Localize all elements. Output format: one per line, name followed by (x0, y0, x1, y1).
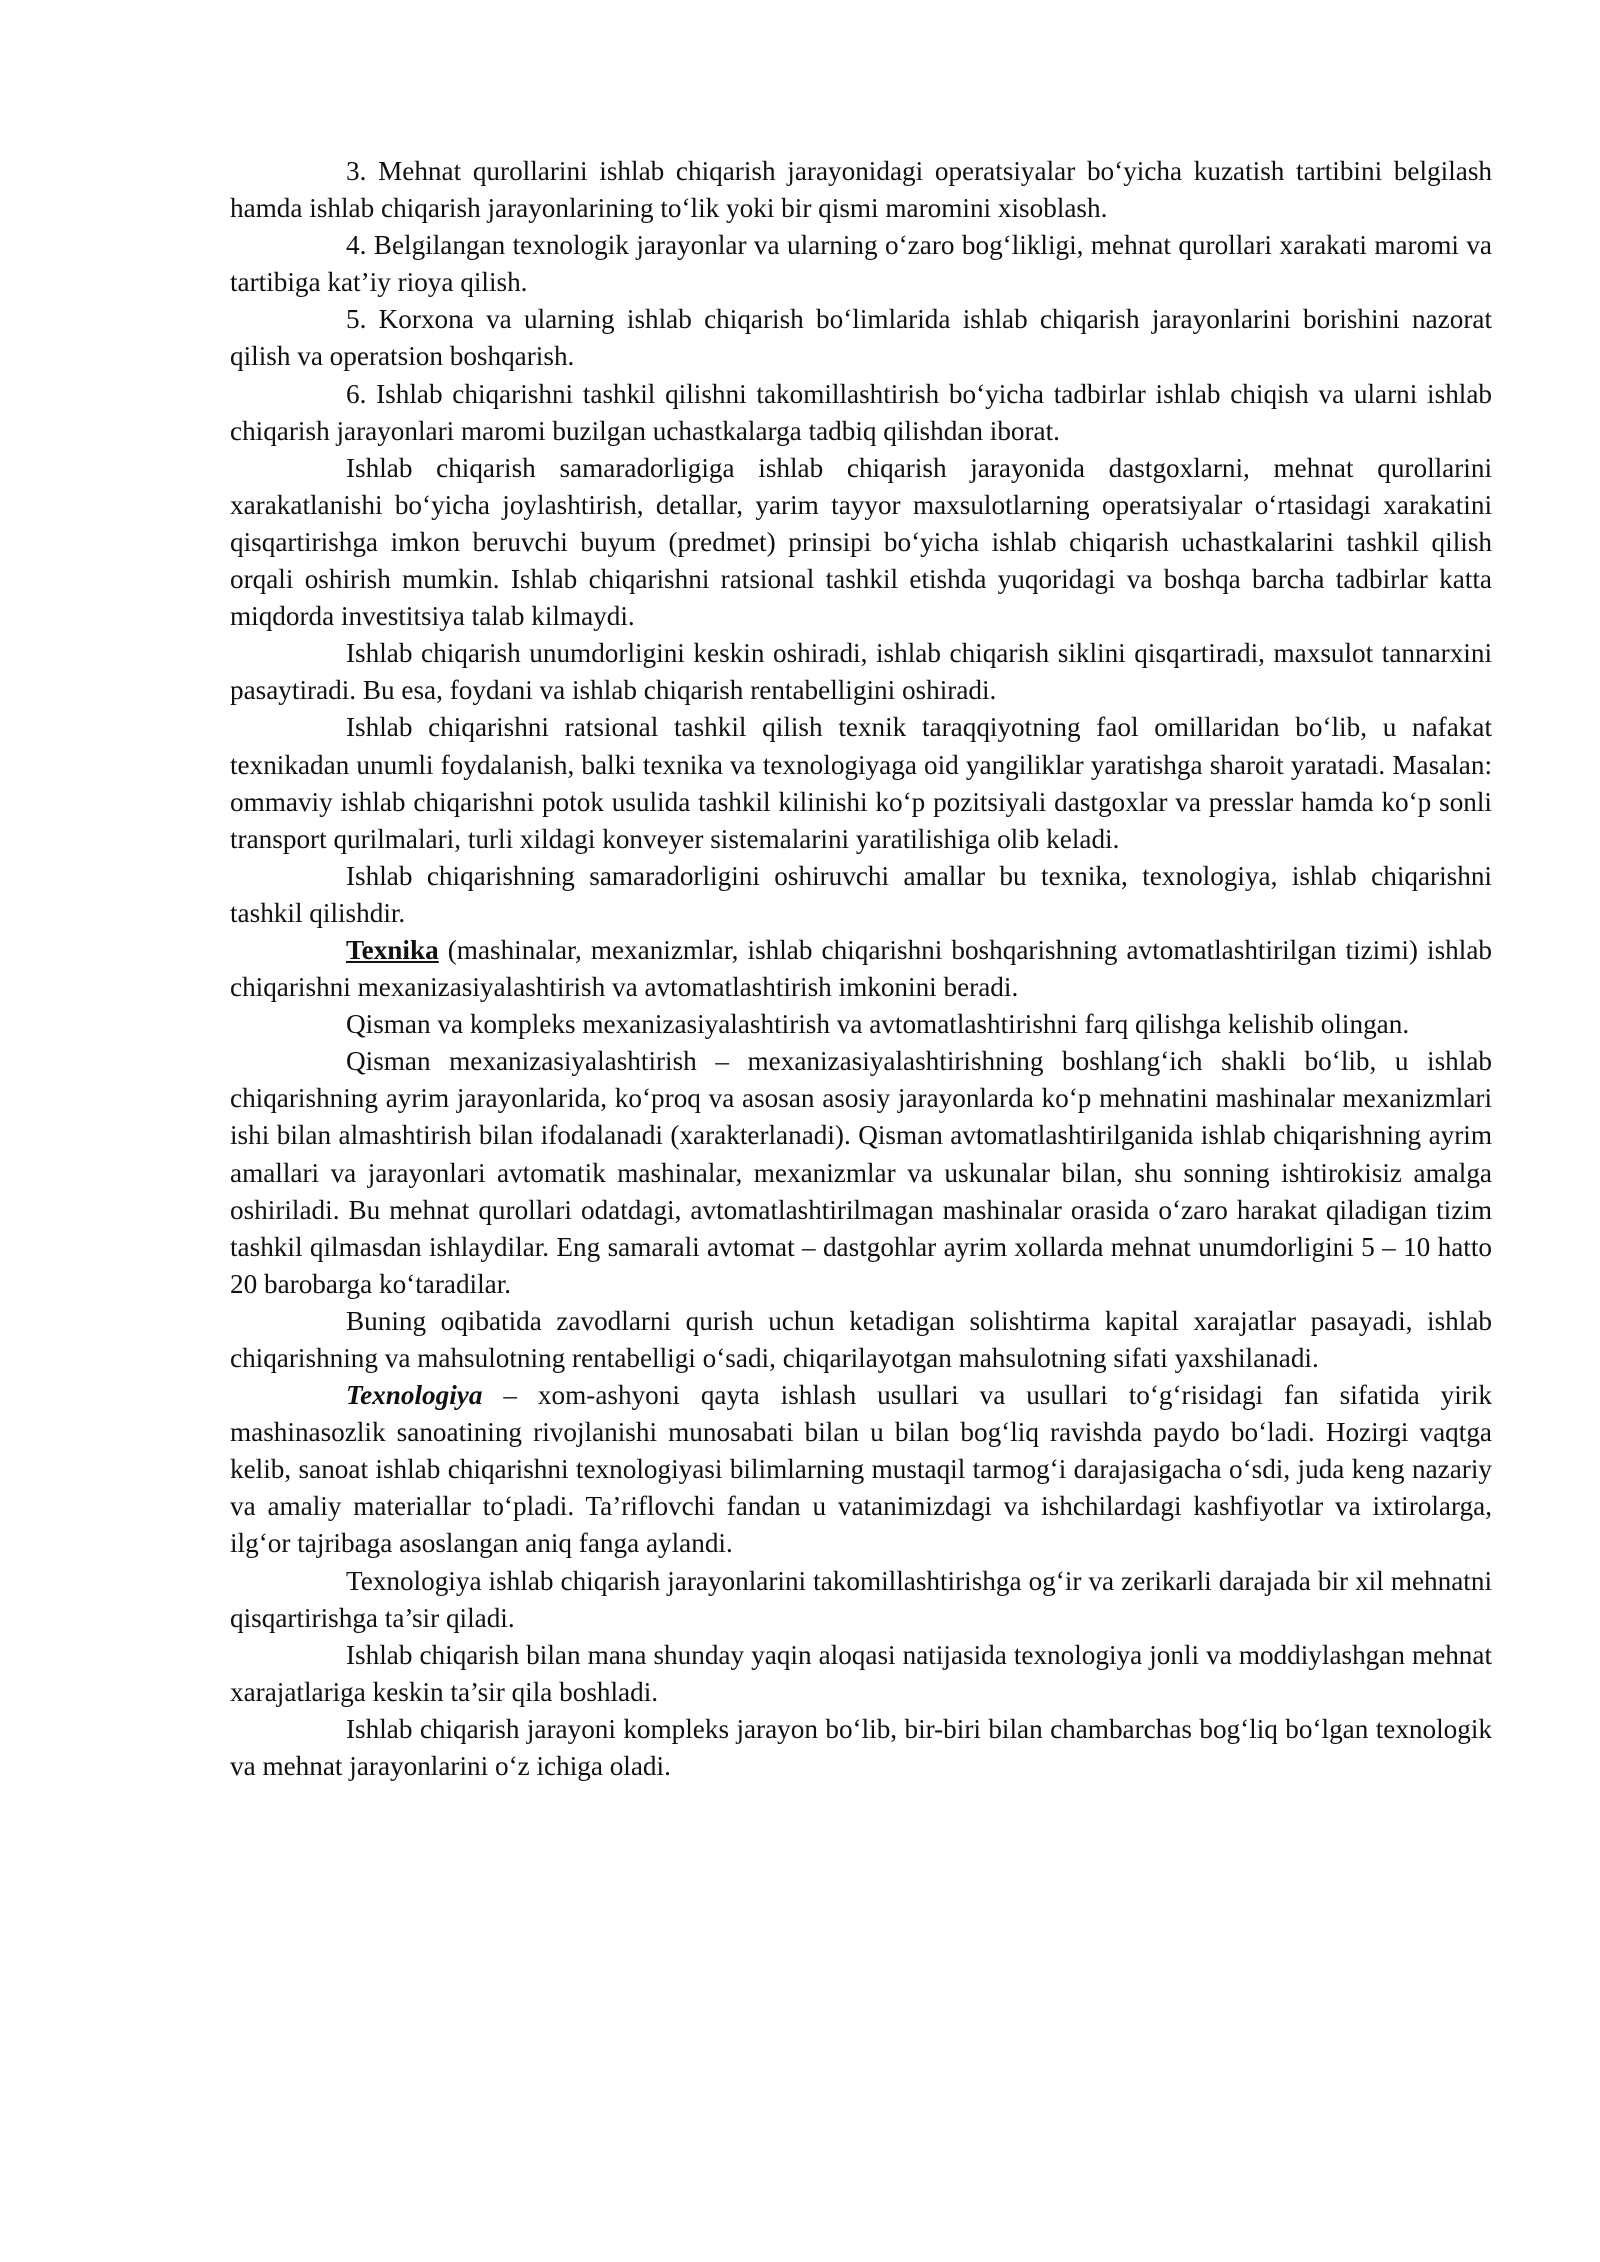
paragraph-production-process: Ishlab chiqarish jarayoni kompleks jarayon bo‘lib, bir-biri bilan chambarchas bog‘liq bo‘lgan texnologik va mehnat jarayonlarini o‘z ichiga oladi. (230, 1713, 1492, 1782)
paragraph-texnika (230, 932, 1492, 1006)
paragraph-technology-effect: Texnologiya ishlab chiqarish jarayonlarini takomillashtirishga og‘ir va zerikarli darajada bir xil mehnatni qisqartirishga ta’sir qiladi. (230, 1565, 1492, 1633)
paragraph-item-3: 3. Mehnat qurollarini ishlab chiqarish jarayonidagi operatsiyalar bo‘yicha kuzatish tartibini belgilash hamda ishlab chiqarish jarayonlarining to‘lik yoki bir qismi maromini xisoblash. (230, 156, 1492, 224)
document-page (230, 153, 1492, 1785)
term-texnologiya: Texnologiya (346, 1380, 483, 1411)
paragraph-rational-organization: Ishlab chiqarishni ratsional tashkil qilish texnik taraqqiyotning faol omillaridan bo‘lib, u nafakat texnikadan unumli foydalanish, balki texnika va texnologiyaga oid yangiliklar yaratishga sharoit yaratadi. Masalan: ommaviy ishlab chiqarishni potok usulida tashkil kilinishi ko‘p pozitsiyali dastgoxlar va presslar hamda ko‘p sonli transport qurilmalari, turli xildagi konveyer sistemalarini yaratilishiga olib keladi. (230, 712, 1492, 854)
paragraph-texnologiya (230, 1377, 1492, 1562)
paragraph-consequences: Buning oqibatida zavodlarni qurish uchun ketadigan solishtirma kapital xarajatlar pasayadi, ishlab chiqarishning va mahsulotning rentabelligi o‘sadi, chiqarilayotgan mahsulotning sifati yaxshilanadi. (230, 1305, 1492, 1373)
paragraph-mechanization-types: Qisman va kompleks mexanizasiyalashtirish va avtomatlashtirishni farq qilishga kelishib olingan. (346, 1009, 1410, 1040)
paragraph-productivity: Ishlab chiqarish unumdorligini keskin oshiradi, ishlab chiqarish siklini qisqartiradi, maxsulot tannarxini pasaytiradi. Bu esa, foydani va ishlab chiqarish rentabelligini oshiradi. (230, 638, 1492, 706)
paragraph-texnika-text: (mashinalar, mexanizmlar, ishlab chiqarishni boshqarishning avtomatlashtirilgan tizimi) ishlab chiqarishni mexanizasiyalashtirish va avtomatlashtirish imkonini beradi. (230, 934, 1492, 1003)
paragraph-efficiency-factors: Ishlab chiqarishning samaradorligini oshiruvchi amallar bu texnika, texnologiya, ishlab chiqarishni tashkil qilishdir. (230, 860, 1492, 928)
paragraph-item-6: 6. Ishlab chiqarishni tashkil qilishni takomillashtirish bo‘yicha tadbirlar ishlab chiqish va ularni ishlab chiqarish jarayonlari maromi buzilgan uchastkalarga tadbiq qilishdan iborat. (230, 378, 1492, 446)
paragraph-texnologiya-text: – xom-ashyoni qayta ishlash usullari va usullari to‘g‘risidagi fan sifatida yirik mashinasozlik sanoatining rivojlanishi munosabati bilan u bilan bog‘liq ravishda paydo bo‘ladi. Hozirgi vaqtga kelib, sanoat ishlab chiqarishni texnologiyasi bilimlarning mustaqil tarmog‘i darajasigacha o‘sdi, juda keng nazariy va amaliy materiallar to‘pladi. Ta’riflovchi fandan u vatanimizdagi va ishchilardagi kashfiyotlar va ixtirolarga, ilg‘or tajribaga asoslangan aniq fanga aylandi. (230, 1380, 1492, 1559)
paragraph-technology-link: Ishlab chiqarish bilan mana shunday yaqin aloqasi natijasida texnologiya jonli va moddiylashgan mehnat xarajatlariga keskin ta’sir qila boshladi. (230, 1639, 1492, 1707)
term-texnika: Texnika (346, 934, 439, 965)
paragraph-item-4: 4. Belgilangan texnologik jarayonlar va ularning o‘zaro bog‘likligi, mehnat qurollari xarakati maromi va tartibiga kat’iy rioya qilish. (230, 230, 1492, 298)
paragraph-efficiency: Ishlab chiqarish samaradorligiga ishlab chiqarish jarayonida dastgoxlarni, mehnat qurollarini xarakatlanishi bo‘yicha joylashtirish, detallar, yarim tayyor maxsulotlarning operatsiyalar o‘rtasidagi xarakatini qisqartirishga imkon beruvchi buyum (predmet) prinsipi bo‘yicha ishlab chiqarish uchastkalarini tashkil qilish orqali oshirish mumkin. Ishlab chiqarishni ratsional tashkil etishda yuqoridagi va boshqa barcha tadbirlar katta miqdorda investitsiya talab kilmaydi. (230, 452, 1492, 632)
paragraph-partial-mechanization: Qisman mexanizasiyalashtirish – mexanizasiyalashtirishning boshlang‘ich shakli bo‘lib, u ishlab chiqarishning ayrim jarayonlarida, ko‘proq va asosan asosiy jarayonlarda ko‘p mehnatini mashinalar mexanizmlari ishi bilan almashtirish bilan ifodalanadi (xarakterlanadi). Qisman avtomatlashtirilganida ishlab chiqarishning ayrim amallari va jarayonlari avtomatik mashinalar, mexanizmlar va uskunalar bilan, shu sonning ishtirokisiz amalga oshiriladi. Bu mehnat qurollari odatdagi, avtomatlashtirilmagan mashinalar orasida o‘zaro harakat qiladigan tizim tashkil qilmasdan ishlaydilar. Eng samarali avtomat – dastgohlar ayrim xollarda mehnat unumdorligini 5 – 10 hatto 20 barobarga ko‘taradilar. (230, 1046, 1492, 1299)
paragraph-item-5: 5. Korxona va ularning ishlab chiqarish bo‘limlarida ishlab chiqarish jarayonlarini borishini nazorat qilish va operatsion boshqarish. (230, 304, 1492, 372)
